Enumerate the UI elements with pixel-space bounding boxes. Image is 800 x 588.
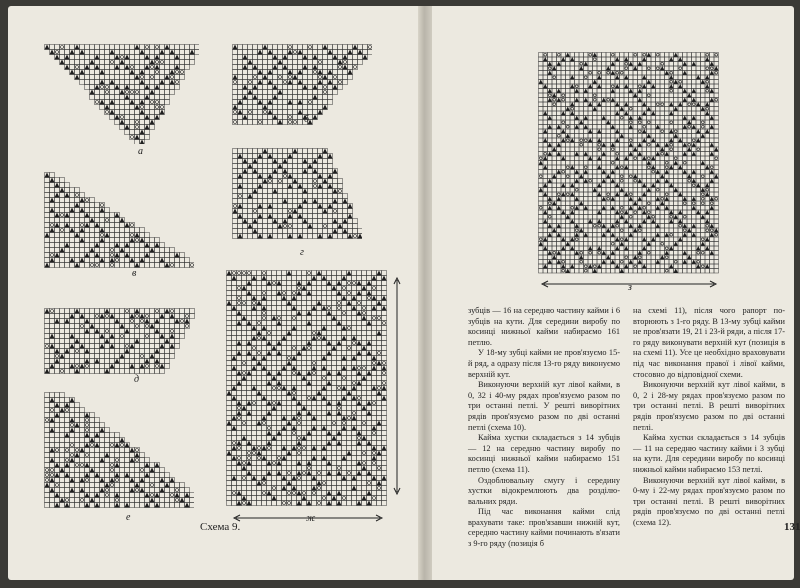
text-column-left <box>468 306 620 550</box>
paragraph: Виконуючи верхній кут лівої кайми, в 0, 32 і 40-му рядах пров'язуємо разом по три останні петлі. У решті виворітних рядів пров'язуємо разом по дві останні петлі (схема 10). <box>468 380 620 432</box>
vertical-arrow <box>392 276 402 501</box>
paragraph: на схемі 11), після чого рапорт повторюють з 1-го ряду. В 13-му зубці кайми не пров'язати 19, 21 і 23-й ряди, а після 17-го ряду виконувати верхній кут (позиція в на схемі 11). Усе це необхідно враховувати під час виконання правої і лівої кайми, стосовно до відповідної схеми. <box>633 306 785 379</box>
text-column-right <box>633 306 785 528</box>
knitting-chart-z <box>538 52 720 274</box>
page-number: 131 <box>784 521 800 533</box>
knitting-chart-b <box>232 44 372 126</box>
chart-caption-e: е <box>126 512 131 523</box>
knitting-chart-zh <box>226 270 388 508</box>
chart-caption-d: д <box>134 374 140 385</box>
chart-caption-v: в <box>132 268 137 279</box>
knitting-chart-g <box>232 148 362 240</box>
scheme-label: Схема 9. <box>200 521 241 533</box>
paragraph: Виконуючи верхній кут лівої кайми, в 0-му і 22-му рядах пров'язуємо разом по три останні петлі. В решті виворітних рядів пров'язуємо по дві останні петлі (схема 12). <box>633 475 785 527</box>
paragraph: Під час виконання кайми слід врахувати таке: пров'язавши нижній кут, середню частину кайми починають в'язати з 9-го ряду (позиція б <box>468 507 620 549</box>
chart-caption-a: а <box>138 146 143 157</box>
paragraph: Кайма хустки складається з 14 зубців — 12 на середню частину виробу по косинці нижньої кайми набираємо 151 петлю (схема 11). <box>468 433 620 474</box>
knitting-chart-a <box>44 44 199 144</box>
knitting-chart-e <box>44 392 194 508</box>
paragraph: Оздоблювальну смугу і середину хустки відокремлюють два розділювальних ряди. <box>468 475 620 506</box>
paragraph: Кайма хустки складається з 14 зубців — 11 на середню частину кайми і 3 зубці на кути. Для середини виробу по косинці нижньої кайми набираємо 153 петлі. <box>633 433 785 474</box>
chart-caption-zh: ж <box>306 513 316 524</box>
paragraph: зубців — 16 на середню частину кайми і 6 зубців на кути. Для середини виробу по косинці нижньої кайми набираємо 161 петлю. <box>468 306 620 347</box>
chart-caption-b: б <box>304 114 310 125</box>
paragraph: Виконуючи верхній кут лівої кайми, в 0, 2 і 28-му рядах пров'язуємо разом по три останні петлі. В решті виворітних рядів пров'язуємо разом по дві останні петлі. <box>633 380 785 432</box>
knitting-chart-d <box>44 308 196 376</box>
chart-caption-z: з <box>628 282 632 293</box>
book-gutter <box>418 6 432 580</box>
chart-caption-g: г <box>300 247 304 258</box>
knitting-chart-v <box>44 172 194 268</box>
paragraph: У 18-му зубці кайми не пров'язуємо 15-й ряд, а одразу після 13-го ряду виконуємо верхній кут. <box>468 348 620 379</box>
